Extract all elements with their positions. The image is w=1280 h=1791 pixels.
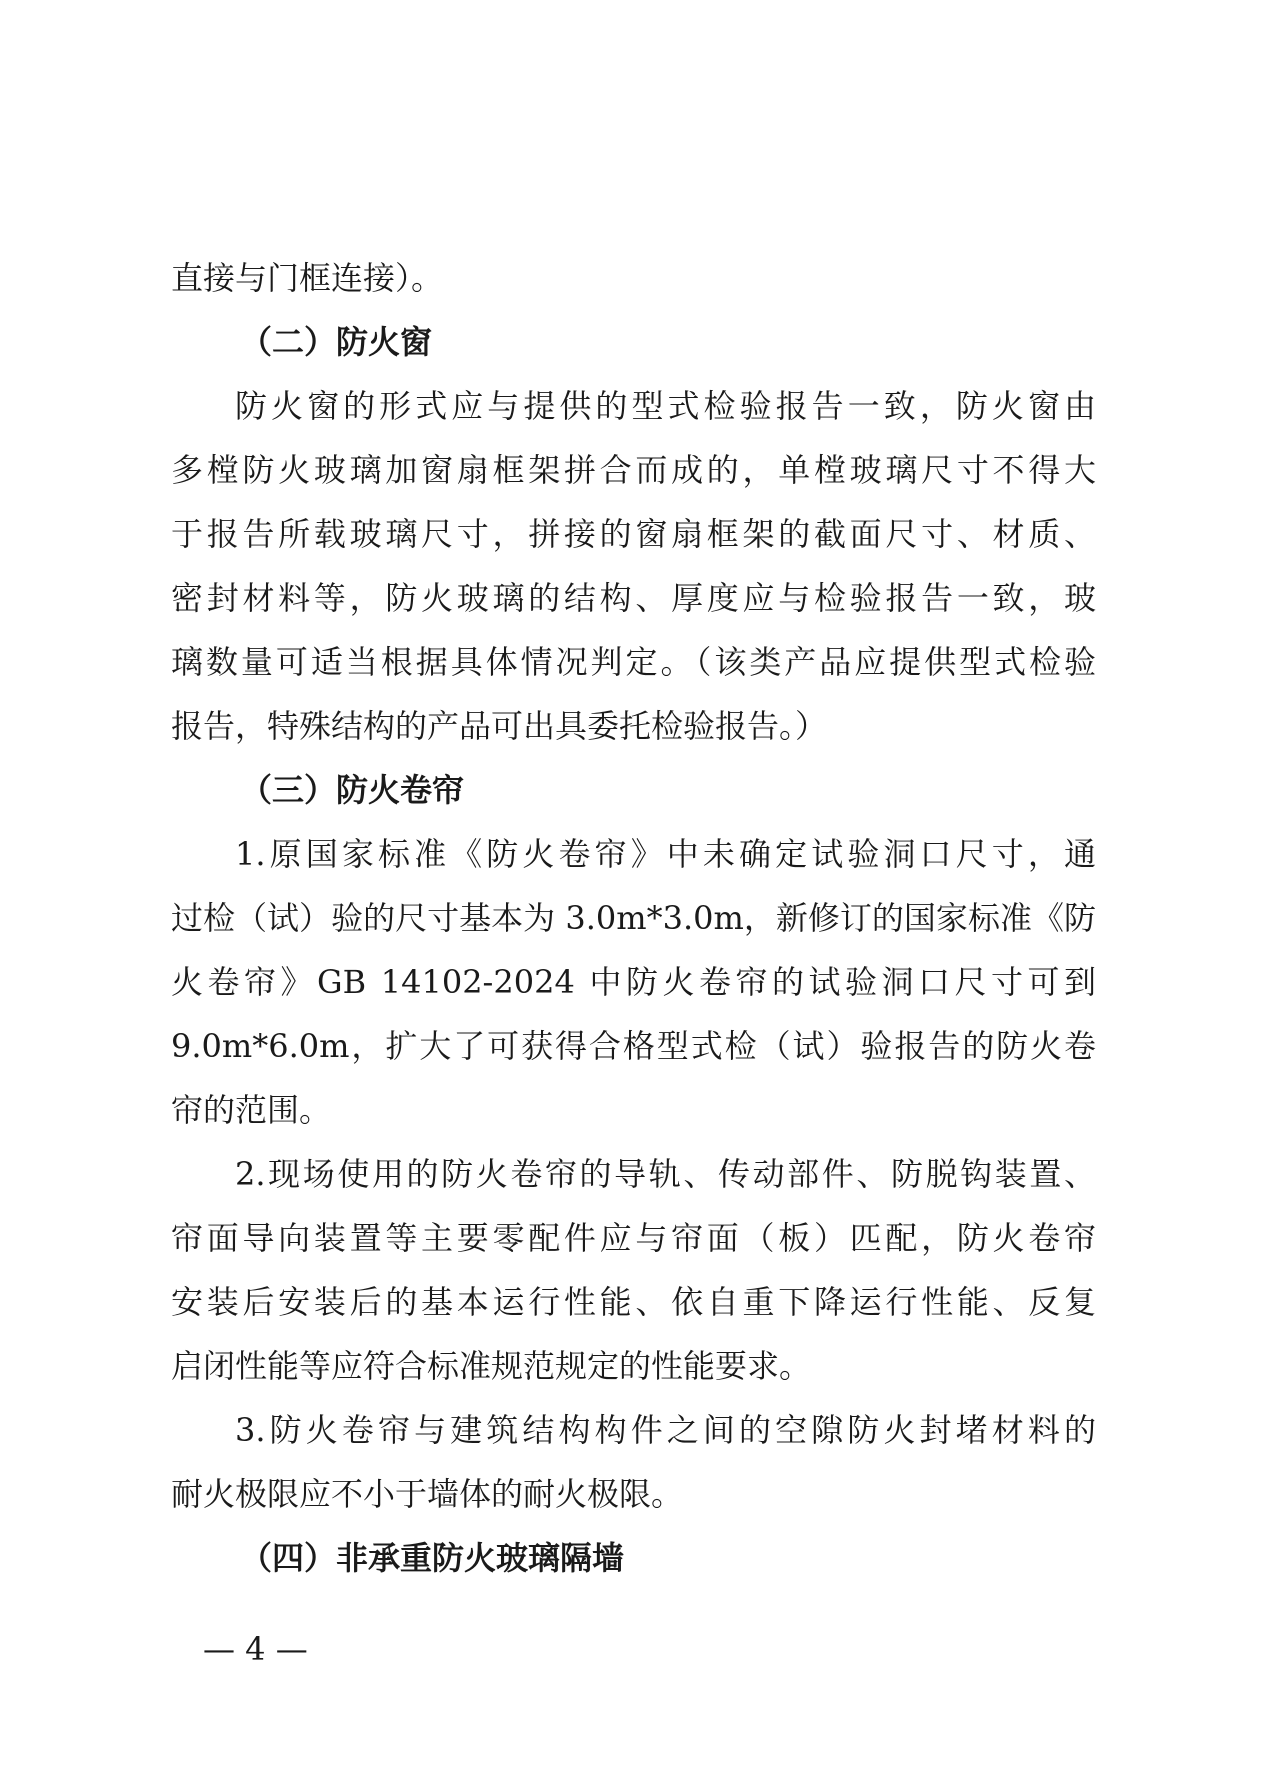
paragraph-line: 9.0m*6.0m，扩大了可获得合格型式检（试）验报告的防火卷 [171, 1027, 1096, 1065]
continuation-line: 直接与门框连接）。 [171, 259, 444, 297]
section-heading-fire-shutter: （三）防火卷帘 [240, 771, 465, 809]
page-number: — 4 — [203, 1630, 308, 1668]
section-heading-glass-partition: （四）非承重防火玻璃隔墙 [240, 1539, 625, 1577]
paragraph-line: 火卷帘》GB 14102-2024 中防火卷帘的试验洞口尺寸可到 [171, 963, 1096, 1001]
section-heading-fire-window: （二）防火窗 [240, 323, 433, 361]
paragraph-line: 防火窗的形式应与提供的型式检验报告一致，防火窗由 [235, 387, 1096, 425]
paragraph-line: 安装后安装后的基本运行性能、依自重下降运行性能、反复 [171, 1283, 1096, 1321]
paragraph-line: 帘面导向装置等主要零配件应与帘面（板）匹配，防火卷帘 [171, 1219, 1096, 1257]
paragraph-line: 2.现场使用的防火卷帘的导轨、传动部件、防脱钩装置、 [235, 1155, 1096, 1193]
paragraph-line: 耐火极限应不小于墙体的耐火极限。 [171, 1475, 684, 1513]
paragraph-line: 过检（试）验的尺寸基本为 3.0m*3.0m，新修订的国家标准《防 [171, 899, 1096, 937]
paragraph-line: 1.原国家标准《防火卷帘》中未确定试验洞口尺寸，通 [235, 835, 1096, 873]
paragraph-line: 帘的范围。 [171, 1091, 332, 1129]
paragraph-line: 启闭性能等应符合标准规范规定的性能要求。 [171, 1347, 812, 1385]
paragraph-line: 密封材料等，防火玻璃的结构、厚度应与检验报告一致，玻 [171, 579, 1096, 617]
paragraph-line: 璃数量可适当根据具体情况判定。（该类产品应提供型式检验 [171, 643, 1096, 681]
paragraph-line: 多樘防火玻璃加窗扇框架拼合而成的，单樘玻璃尺寸不得大 [171, 451, 1096, 489]
paragraph-line: 报告，特殊结构的产品可出具委托检验报告。） [171, 707, 828, 745]
paragraph-line: 于报告所载玻璃尺寸，拼接的窗扇框架的截面尺寸、材质、 [171, 515, 1096, 553]
paragraph-line: 3.防火卷帘与建筑结构构件之间的空隙防火封堵材料的 [235, 1411, 1096, 1449]
